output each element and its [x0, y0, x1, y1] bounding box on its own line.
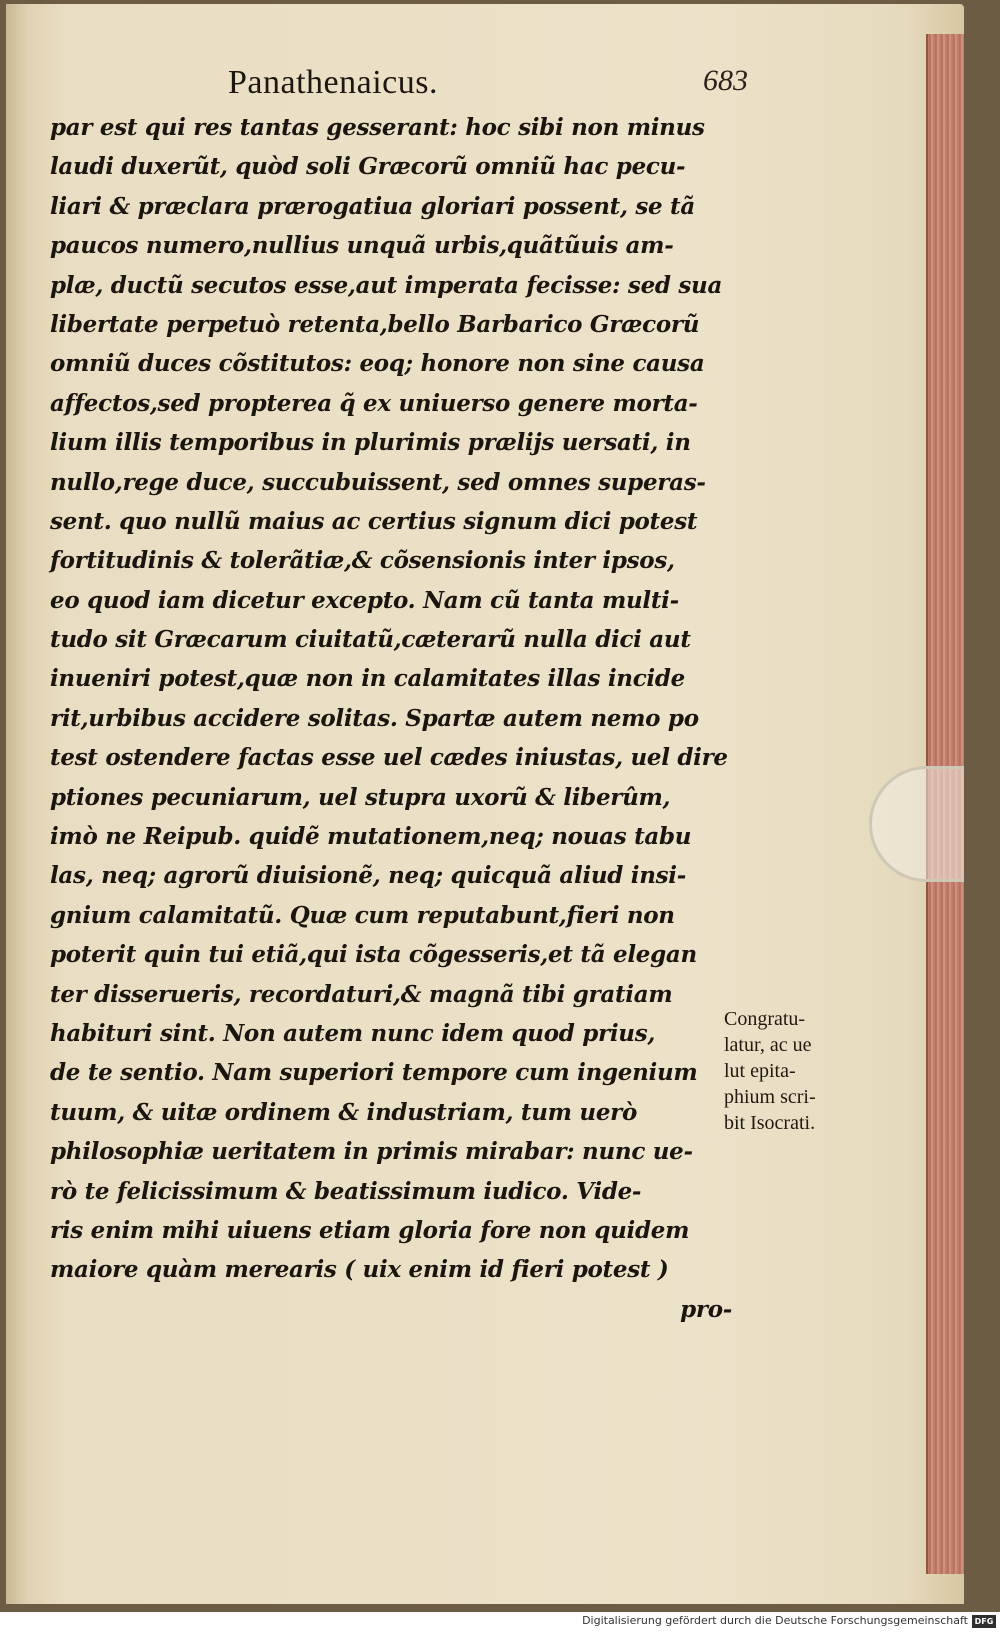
text-line: lium illis temporibus in plurimis prælijs uersati, in — [50, 429, 691, 457]
marginal-note — [724, 1006, 884, 1136]
text-line: de te sentio. Nam superiori tempore cum ingenium — [50, 1059, 698, 1087]
book-clasp — [869, 766, 964, 882]
text-line: par est qui res tantas gesserant: hoc sibi non minus — [50, 114, 705, 141]
text-line: maiore quàm merearis ( uix enim id fieri potest ) — [50, 1256, 669, 1284]
text-line: libertate perpetuò retenta,bello Barbarico Græcorũ — [50, 310, 700, 338]
marginal-note-line: lut epita- — [724, 1060, 796, 1082]
marginal-note-line: phium scri- — [724, 1086, 816, 1108]
catchword: pro- — [680, 1295, 732, 1323]
text-line: ter disserueris, recordaturi,& magnã tibi gratiam — [50, 980, 673, 1008]
text-line: liari & præclara prærogatiua gloriari possent, se tã — [50, 192, 695, 220]
text-line: habituri sint. Non autem nunc idem quod prius, — [50, 1019, 656, 1047]
running-head — [228, 64, 748, 108]
footer-bar — [0, 1612, 1000, 1632]
text-line: eo quod iam dicetur excepto. Nam cũ tanta multi- — [50, 586, 679, 614]
text-line: fortitudinis & tolerãtiæ,& cõsensionis inter ipsos, — [50, 547, 675, 575]
text-line: imò ne Reipub. quidẽ mutationem,neq; nouas tabu — [50, 823, 692, 851]
running-title: Panathenaicus. — [228, 64, 438, 101]
funding-credit: Digitalisierung gefördert durch die Deutsche Forschungsgemeinschaft — [582, 1614, 968, 1627]
text-line: paucos numero,nullius unquã urbis,quãtũuis am- — [50, 232, 674, 260]
marginal-note-line: latur, ac ue — [724, 1034, 812, 1056]
marginal-note-line: Congratu- — [724, 1008, 806, 1030]
text-line: laudi duxerũt, quòd soli Græcorũ omniũ hac pecu- — [50, 153, 686, 181]
text-line: ris enim mihi uiuens etiam gloria fore non quidem — [50, 1216, 690, 1244]
main-text-block — [50, 108, 750, 1329]
text-line: test ostendere factas esse uel cædes iniustas, uel dire — [50, 744, 728, 772]
dfg-logo: DFG — [972, 1615, 996, 1628]
text-line: affectos,sed propterea q̃ ex uniuerso genere morta- — [50, 389, 698, 417]
text-line: poterit quin tui etiã,qui ista cõgesseris,et tã elegan — [50, 941, 697, 969]
text-line: nullo,rege duce, succubuissent, sed omnes superas- — [50, 468, 706, 496]
text-line: plæ, ductũ secutos esse,aut imperata fecisse: sed sua — [50, 271, 723, 299]
text-line: las, neq; agrorũ diuisionẽ, neq; quicquã aliud insi- — [50, 862, 686, 890]
text-line: philosophiæ ueritatem in primis mirabar: nunc ue- — [50, 1138, 693, 1166]
text-line: tuum, & uitæ ordinem & industriam, tum uerò — [50, 1098, 638, 1126]
book-page — [6, 4, 964, 1604]
text-line: tudo sit Græcarum ciuitatũ,cæterarũ nulla dici aut — [50, 626, 691, 654]
text-line: inueniri potest,quæ non in calamitates illas incide — [50, 665, 685, 693]
text-line: rit,urbibus accidere solitas. Spartæ autem nemo po — [50, 704, 699, 732]
text-line: rò te felicissimum & beatissimum iudico. Vide- — [50, 1177, 642, 1205]
text-line: ptiones pecuniarum, uel stupra uxorũ & liberûm, — [50, 783, 671, 811]
text-line: omniũ duces cõstitutos: eoq; honore non sine causa — [50, 350, 705, 378]
page-number: 683 — [703, 64, 748, 97]
text-line: sent. quo nullũ maius ac certius signum dici potest — [50, 507, 698, 535]
marginal-note-line: bit Isocrati. — [724, 1112, 816, 1134]
text-line: gnium calamitatũ. Quæ cum reputabunt,fieri non — [50, 901, 675, 929]
